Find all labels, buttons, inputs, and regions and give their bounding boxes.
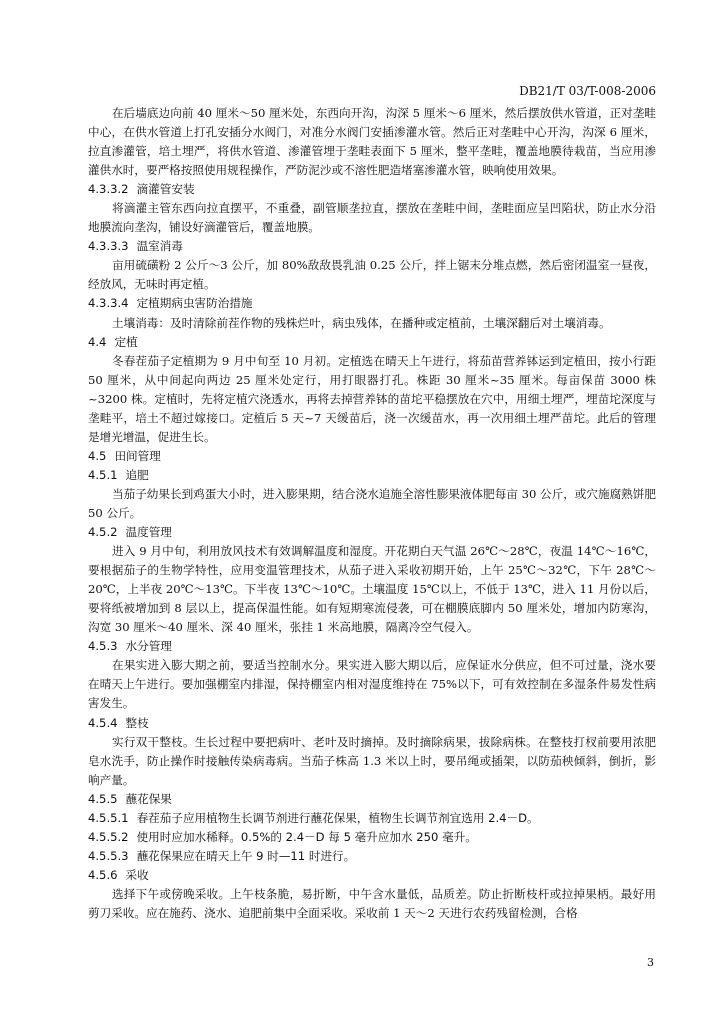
- section-title: 采收: [125, 867, 149, 882]
- section-number: 4.5: [88, 448, 107, 463]
- section-number: 4.3.3.3: [88, 239, 129, 254]
- section-number: 4.5.6: [88, 867, 118, 882]
- section-number: 4.3.3.4: [88, 296, 129, 311]
- item-text: 蘸花保果应在晴天上午 9 时—11 时进行。: [136, 848, 356, 863]
- item-text: 使用时应加水稀释。0.5%的 2.4－D 每 5 毫升应加水 250 毫升。: [136, 829, 477, 844]
- section-heading: [88, 866, 656, 885]
- section-title: 温室消毒: [136, 239, 183, 254]
- section-heading: [88, 466, 656, 485]
- section-title: 田间管理: [114, 448, 161, 463]
- section-title: 追肥: [125, 467, 149, 482]
- section-heading: [88, 637, 656, 656]
- section-number: 4.5.3: [88, 639, 118, 654]
- section-heading: [88, 333, 656, 352]
- paragraph: 将滴灌主管东西向拉直摆平，不重叠，副管顺垄拉直，摆放在垄畦中间，垄畦面应呈凹陷状，防止水分沿地膜流向垄沟，铺设好滴灌管后，覆盖地膜。: [88, 201, 656, 235]
- standard-code: DB21/T 03/T-008-2006: [519, 84, 656, 98]
- item-text: 春茬茄子应用植物生长调节剂进行蘸花保果，植物生长调节剂宜选用 2.4－D。: [136, 810, 539, 825]
- section-number: 4.4: [88, 334, 107, 349]
- list-item: [88, 847, 656, 866]
- paragraph: 当茄子幼果长到鸡蛋大小时，进入膨果期，结合浇水追施全溶性膨果液体肥每亩 30 公斤，或穴施腐熟饼肥 50 公斤。: [88, 486, 656, 520]
- item-number: 4.5.5.1: [88, 810, 129, 825]
- section-number: 4.5.5: [88, 791, 118, 806]
- paragraph: 进入 9 月中旬，利用放风技术有效调解温度和湿度。开花期白天气温 26℃～28℃，夜温 14℃～16℃，要根据茄子的生物学特性，应用变温管理技术，从茄子进入采收初期开始，上午 25℃～32℃，下午 28℃～20℃，上半夜 20℃～13℃。下半夜 13℃～10℃。土壤温度 15℃以上，不低于 13℃，进入 11 月份以后，要将纸被增加到 8 层以上，提高保温性能。如有短期寒流侵袭，可在棚膜底脚内 50 厘米处，增加内防寒沟，沟宽 30 厘米～40 厘米、深 40 厘米，张挂 1 米高地膜，隔离冷空气侵入。: [88, 544, 656, 635]
- section-number: 4.5.1: [88, 467, 118, 482]
- section-heading: [88, 180, 656, 199]
- paragraph: 在果实进入膨大期之前，要适当控制水分。果实进入膨大期以后，应保证水分供应，但不可过量，浇水要在晴天上午进行。要加强棚室内排湿，保持棚室内相对湿度维持在 75%以下，可有效控制在多湿条件易发性病害发生。: [88, 658, 656, 711]
- item-number: 4.5.5.2: [88, 829, 129, 844]
- section-number: 4.5.2: [88, 525, 118, 540]
- section-title: 蘸花保果: [125, 791, 172, 806]
- body-content: [88, 104, 656, 923]
- section-heading: [88, 714, 656, 733]
- section-heading: [88, 237, 656, 256]
- section-heading: [88, 294, 656, 313]
- list-item: [88, 809, 656, 828]
- section-title: 滴灌管安装: [136, 182, 195, 197]
- section-heading: [88, 790, 656, 809]
- page-number: 3: [647, 956, 654, 969]
- paragraph: 在后墙底边向前 40 厘米～50 厘米处，东西向开沟，沟深 5 厘米～6 厘米，然后摆放供水管道，正对垄畦中心，在供水管道上打孔安插分水阀门，对准分水阀门安插渗灌水管。然后正对垄畦中心开沟，沟深 6 厘米，拉直渗灌管，培土埋严，将供水管道、渗灌管埋于垄畦表面下 5 厘米，整平垄畦，覆盖地膜待栽苗，当应用渗灌供水时，要严格按照使用规程操作，严防泥沙或不溶性肥造堵塞渗灌水管，映响使用效果。: [88, 106, 656, 178]
- paragraph: 实行双干整枝。生长过程中要把病叶、老叶及时摘掉。及时摘除病果，拔除病株。在整枝打杈前要用浓肥皂水洗手，防止操作时接触传染病毒病。当茄子株高 1.3 米以上时，要吊绳或插架，以防茄秧倾斜，倒折，影响产量。: [88, 734, 656, 787]
- section-title: 整枝: [125, 715, 149, 730]
- section-heading: [88, 523, 656, 542]
- section-heading: [88, 447, 656, 466]
- paragraph: 亩用硫磺粉 2 公斤～3 公斤，加 80%敌敌畏乳油 0.25 公斤，拌上锯末分堆点燃，然后密闭温室一昼夜，经放风，无味时再定植。: [88, 258, 656, 292]
- section-title: 定植期病虫害防治措施: [136, 296, 253, 311]
- section-title: 温度管理: [125, 525, 172, 540]
- paragraph: 选择下午或傍晚采收。上午枝条脆，易折断，中午含水量低，品质差。防止折断枝杆或拉掉果柄。最好用剪刀采收。应在施药、浇水、追肥前集中全面采收。采收前 1 天～2 天进行农药残留检测，合格: [88, 886, 656, 920]
- section-title: 定植: [114, 334, 138, 349]
- section-number: 4.3.3.2: [88, 182, 129, 197]
- section-number: 4.5.4: [88, 715, 118, 730]
- paragraph: 冬春茬茄子定植期为 9 月中旬至 10 月初。定植选在晴天上午进行，将茄苗营养钵运到定植田，按小行距 50 厘米，从中间起向两边 25 厘米处定行，用打眼器打孔。株距 30 厘米~35 厘米。每亩保苗 3000 株~3200 株。定植时，先将定植穴浇透水，再将去掉营养钵的苗坨平稳摆放在穴中，用细土埋严，埋苗坨深度与垄畦平，培土不超过嫁接口。定植后 5 天~7 天缓苗后，浇一次缓苗水，再一次用细土埋严苗坨。此后的管理是增光增温，促进生长。: [88, 353, 656, 444]
- list-item: [88, 828, 656, 847]
- section-title: 水分管理: [125, 639, 172, 654]
- paragraph: 土壤消毒：及时清除前茬作物的残株烂叶，病虫残体，在播种或定植前，土壤深翻后对土壤消毒。: [112, 315, 611, 330]
- item-number: 4.5.5.3: [88, 848, 129, 863]
